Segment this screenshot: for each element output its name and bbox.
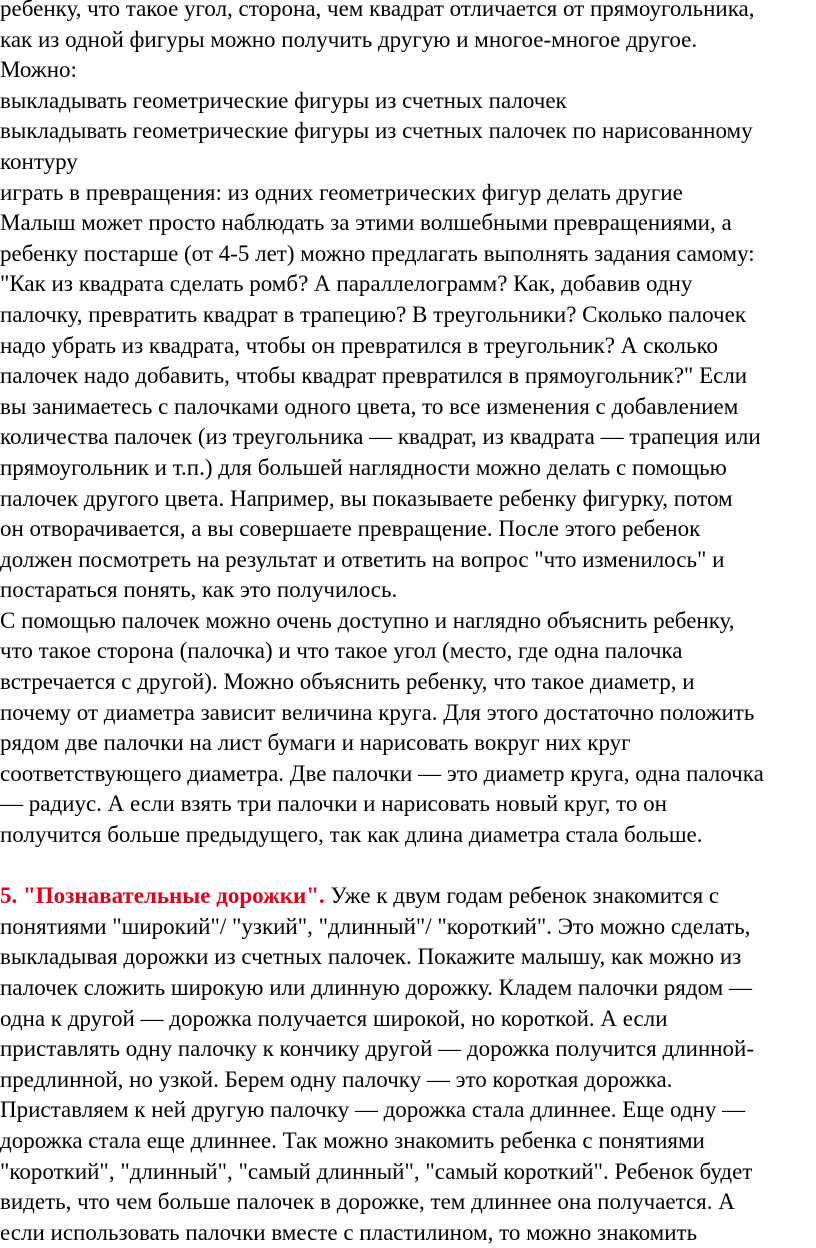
- section-5-intro-text: Уже к двум годам ребенок знакомится с: [324, 883, 720, 909]
- text-line: Малыш может просто наблюдать за этими волшебными превращениями, а: [0, 210, 732, 236]
- text-line: ребенку постарше (от 4-5 лет) можно предлагать выполнять задания самому:: [0, 240, 755, 266]
- text-line: соответствующего диаметра. Две палочки — это диаметр круга, одна палочка: [0, 760, 764, 786]
- text-line: — радиус. А если взять три палочки и нарисовать новый круг, то он: [0, 791, 667, 817]
- text-line: дорожка стала еще длиннее. Так можно знакомить ребенка с понятиями: [0, 1127, 705, 1153]
- text-line: встречается с другой). Можно объяснить ребенку, что такое диаметр, и: [0, 669, 695, 695]
- text-line: Можно:: [0, 57, 77, 83]
- text-line: видеть, что чем больше палочек в дорожке, тем длиннее она получается. А: [0, 1189, 735, 1215]
- text-line: выкладывать геометрические фигуры из счетных палочек: [0, 87, 567, 113]
- text-line: играть в превращения: из одних геометрических фигур делать другие: [0, 179, 683, 205]
- section-5-first-line: [0, 881, 816, 912]
- text-line: количества палочек (из треугольника — квадрат, из квадрата — трапеция или: [0, 424, 761, 450]
- text-line: палочек сложить широкую или длинную дорожку. Кладем палочки рядом —: [0, 975, 752, 1000]
- text-line: выкладывая дорожки из счетных палочек. Покажите малышу, как можно из: [0, 944, 742, 970]
- text-line: контуру: [0, 148, 78, 174]
- text-line: прямоугольник и т.п.) для большей наглядности можно делать с помощью: [0, 454, 727, 480]
- text-line: ребенку, что такое угол, сторона, чем квадрат отличается от прямоугольника,: [0, 0, 755, 21]
- text-line: палочку, превратить квадрат в трапецию? В треугольники? Сколько палочек: [0, 301, 746, 327]
- text-line: предлинной, но узкой. Берем одну палочку — это короткая дорожка.: [0, 1066, 673, 1092]
- text-line: как из одной фигуры можно получить другую и многое-многое другое.: [0, 26, 698, 52]
- text-line: получится больше предыдущего, так как длина диаметра стала больше.: [0, 822, 703, 848]
- text-line: С помощью палочек можно очень доступно и наглядно объяснить ребенку,: [0, 607, 735, 633]
- text-line: если использовать палочки вместе с пластилином, то можно знакомить: [0, 1219, 698, 1245]
- text-line: приставлять одну палочку к кончику другой — дорожка получится длинной-: [0, 1036, 755, 1062]
- text-line: Приставляем к ней другую палочку — дорожка стала длиннее. Еще одну —: [0, 1097, 746, 1123]
- paragraph-gap: [0, 851, 816, 882]
- text-line: "короткий", "длинный", "самый длинный", "самый короткий". Ребенок будет: [0, 1158, 753, 1184]
- text-line: понятиями "широкий"/ "узкий", "длинный"/ "короткий". Это можно сделать,: [0, 913, 751, 939]
- text-line: выкладывать геометрические фигуры из счетных палочек по нарисованному: [0, 118, 753, 144]
- text-block-section-5: [0, 912, 816, 1248]
- text-line: почему от диаметра зависит величина круга. Для этого достаточно положить: [0, 699, 755, 725]
- text-line: вы занимаетесь с палочками одного цвета, то все изменения с добавлением: [0, 393, 739, 419]
- text-line: он отворачивается, а вы совершаете превращение. После этого ребенок: [0, 516, 701, 542]
- text-line: рядом две палочки на лист бумаги и нарисовать вокруг них круг: [0, 730, 631, 756]
- text-line: что такое сторона (палочка) и что такое угол (место, где одна палочка: [0, 638, 683, 664]
- text-line: постараться понять, как это получилось.: [0, 577, 398, 603]
- text-line: надо убрать из квадрата, чтобы он превратился в треугольник? А сколько: [0, 332, 718, 358]
- text-line: палочек другого цвета. Например, вы показываете ребенку фигурку, потом: [0, 485, 733, 511]
- text-line: палочек надо добавить, чтобы квадрат превратился в прямоугольник?" Если: [0, 363, 748, 389]
- section-5-heading: 5. "Познавательные дорожки".: [0, 883, 325, 909]
- text-line: должен посмотреть на результат и ответить на вопрос "что изменилось" и: [0, 546, 725, 572]
- text-line: одна к другой — дорожка получается широкой, но короткой. А если: [0, 1005, 668, 1031]
- text-line: "Как из квадрата сделать ромб? А параллелограмм? Как, добавив одну: [0, 271, 693, 297]
